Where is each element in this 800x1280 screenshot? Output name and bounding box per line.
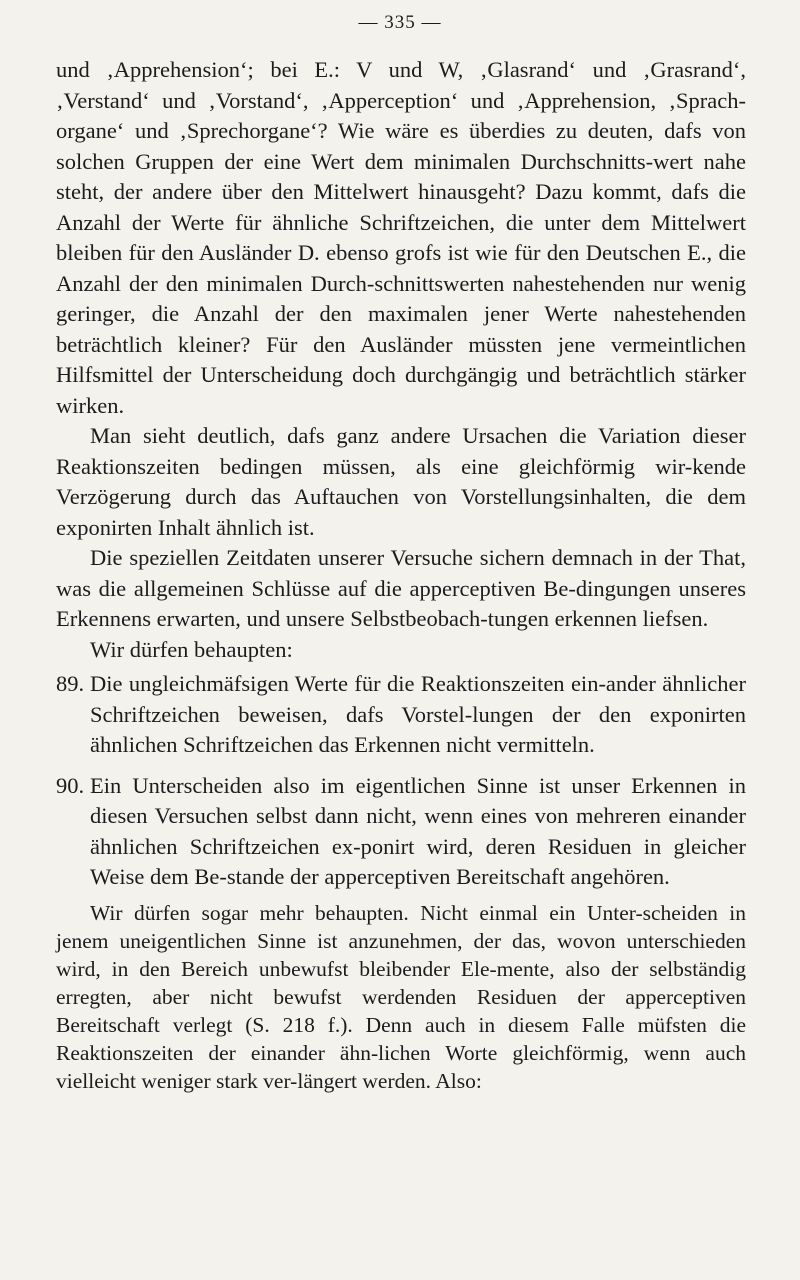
thesis-90-number: 90. xyxy=(56,772,85,798)
thesis-90 xyxy=(56,771,746,893)
paragraph-2: Man sieht deutlich, dafs ganz andere Ursachen die Variation dieser Reaktionszeiten bedingen müssen, als eine gleichförmig wir-kende Verzögerung durch das Auftauchen von Vorstellungsinhalten, die dem exponirten Inhalt ähnlich ist. xyxy=(56,423,746,540)
page-number: — 335 — xyxy=(358,12,442,33)
paragraph-5: Wir dürfen sogar mehr behaupten. Nicht einmal ein Unter-scheiden in jenem uneigentlichen Sinne ist anzunehmen, der das, wovon unterschieden wird, in den Bereich unbewufst bleibender Ele-mente, also der selbständig erregten, aber nicht bewufst werdenden Residuen der apperceptiven Bereitschaft verlegt (S. 218 f.). Denn auch in diesem Falle müfsten die Reaktionszeiten der einander ähn-lichen Worte gleichförmig, wenn auch vielleicht weniger stark ver-längert werden. Also: xyxy=(56,900,746,1093)
thesis-89-text: Die ungleichmäfsigen Werte für die Reaktionszeiten ein-ander ähnlicher Schriftzeichen beweisen, dafs Vorstel-lungen der den exponirten ähnlichen Schriftzeichen das Erkennen nicht vermitteln. xyxy=(90,671,746,757)
page-body xyxy=(56,55,746,1095)
paragraph-1: und ‚Apprehension‘; bei E.: V und W, ‚Glasrand‘ und ‚Grasrand‘, ‚Verstand‘ und ‚Vorstand‘, ‚Apperception‘ und ‚Apprehension, ‚Sprach-organe‘ und ‚Sprechorgane‘? Wie wäre es überdies zu deuten, dafs von solchen Gruppen der eine Wert dem minimalen Durchschnitts-wert nahe steht, der andere über den Mittelwert hinausgeht? Dazu kommt, dafs die Anzahl der Werte für ähnliche Schriftzeichen, die unter dem Mittelwert bleiben für den Ausländer D. ebenso grofs ist wie für den Deutschen E., die Anzahl der den minimalen Durch-schnittswerten nahestehenden nur wenig geringer, die Anzahl der den maximalen jener Werte nahestehenden beträchtlich kleiner? Für den Ausländer müssten jene vermeintlichen Hilfsmittel der Unterscheidung doch durchgängig und beträchtlich stärker wirken. xyxy=(56,57,746,418)
paragraph-3: Die speziellen Zeitdaten unserer Versuche sichern demnach in der That, was die allgemeinen Schlüsse auf die apperceptiven Be-dingungen unseres Erkennens erwarten, und unsere Selbstbeobach-tungen erkennen liefsen. xyxy=(56,545,746,631)
paragraph-4: Wir dürfen behaupten: xyxy=(90,636,293,662)
thesis-89 xyxy=(56,669,746,761)
thesis-90-text: Ein Unterscheiden also im eigentlichen Sinne ist unser Erkennen in diesen Versuchen selbst dann nicht, wenn eines von mehreren einander ähnlichen Schriftzeichen ex-ponirt wird, deren Residuen in gleicher Weise dem Be-stande der apperceptiven Bereitschaft angehören. xyxy=(90,772,746,889)
thesis-89-number: 89. xyxy=(56,671,85,696)
